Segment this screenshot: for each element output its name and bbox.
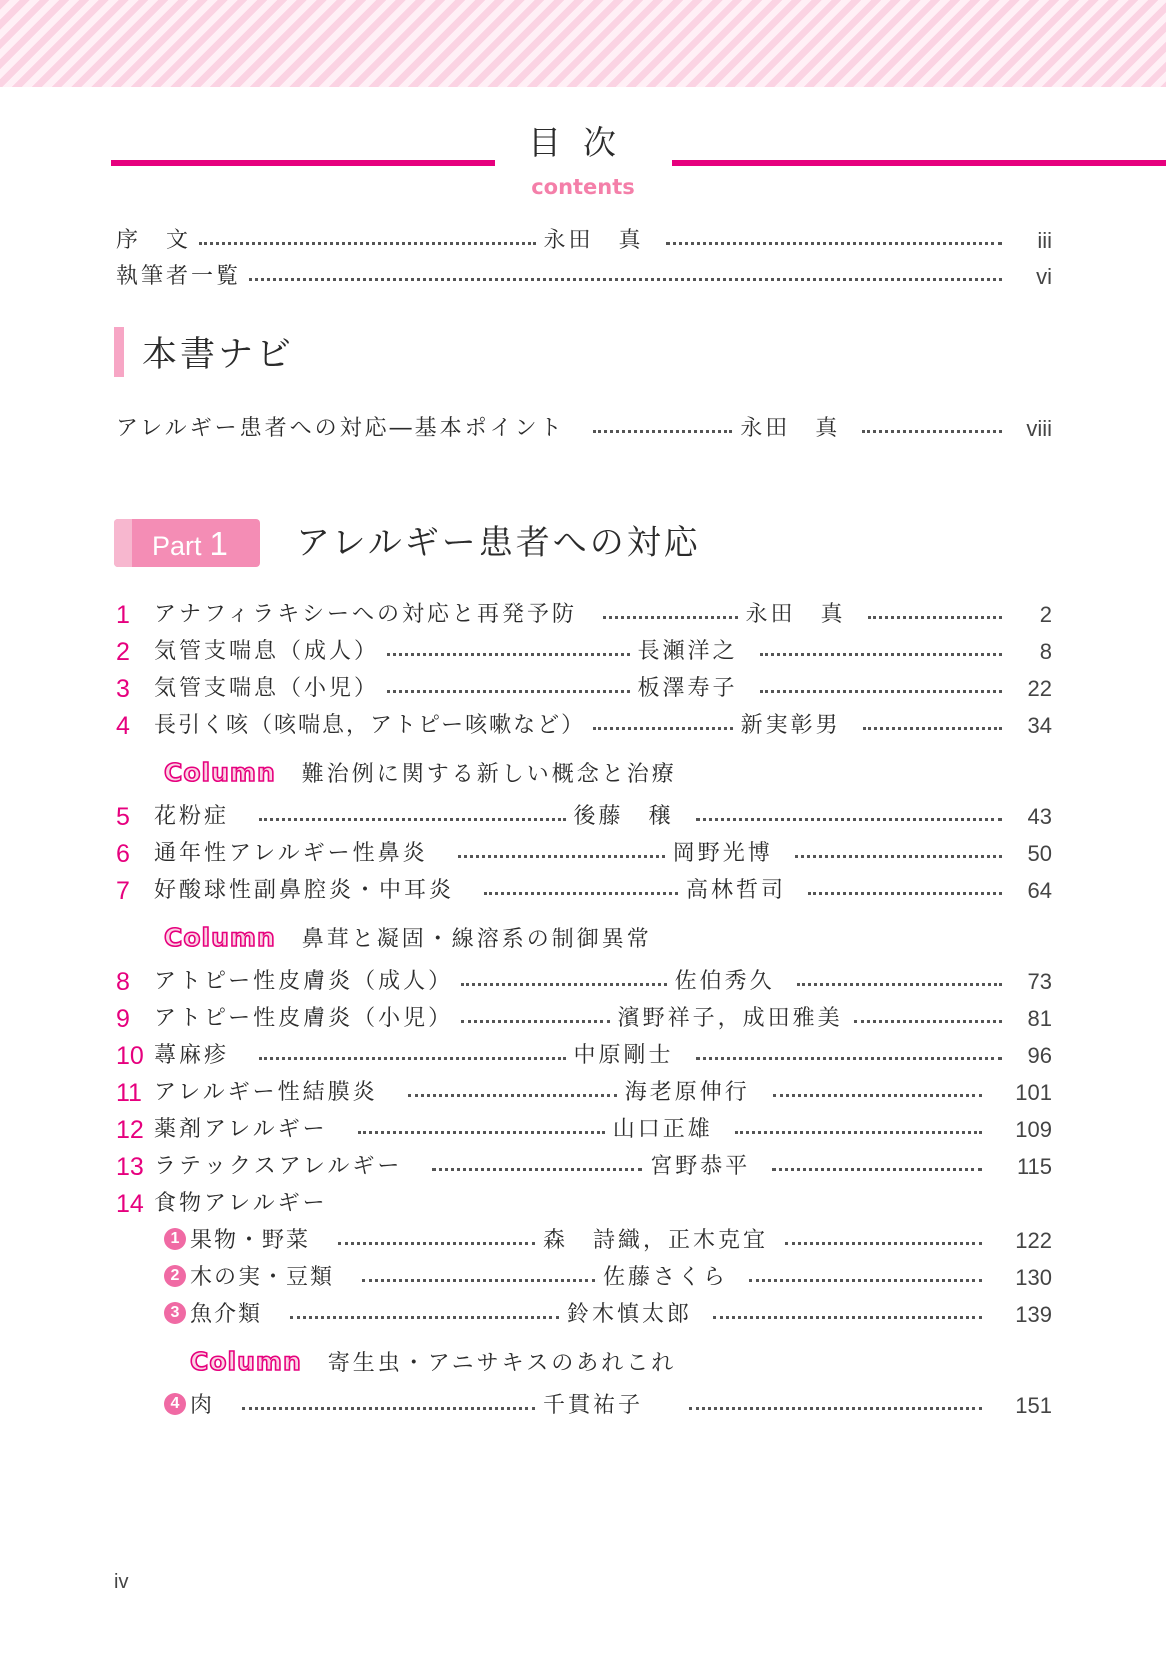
sub-number-badge: 4 (164, 1393, 186, 1415)
entry-page: vi (1036, 264, 1052, 289)
entry-page: 139 (1015, 1302, 1053, 1327)
entry-author: 森 詩織，正木克宜 (543, 1228, 769, 1253)
entry-title: 気管支喘息（小児） (154, 676, 380, 701)
leader-dots (863, 727, 1002, 730)
entry-title: 1 果物・野菜 (164, 1226, 310, 1256)
toc-entry[interactable] (116, 1078, 1052, 1108)
entry-page: 8 (1039, 639, 1053, 664)
leader-dots (249, 278, 1002, 281)
guide-heading-label: 本書ナビ (142, 335, 295, 375)
chapter-number: 9 (116, 1005, 130, 1033)
chapter-number: 6 (116, 840, 130, 868)
leader-dots (387, 690, 630, 693)
part-badge (114, 519, 260, 567)
entry-author: 永田 真 (543, 228, 644, 253)
leader-dots (290, 1316, 559, 1319)
entry-author: 永田 真 (745, 602, 846, 627)
leader-dots (603, 616, 737, 619)
column-entry[interactable] (164, 920, 652, 954)
entry-author: 新実彰男 (740, 713, 841, 738)
toc-entry[interactable] (116, 711, 1052, 741)
leader-dots (358, 1131, 605, 1134)
leader-dots (862, 430, 1002, 433)
chapter-number: 13 (116, 1153, 144, 1181)
entry-author: 宮野恭平 (650, 1154, 751, 1179)
toc-entry-guide[interactable] (116, 414, 1052, 444)
leader-dots (338, 1242, 535, 1245)
entry-page: 122 (1015, 1228, 1053, 1253)
entry-author: 長瀬洋之 (637, 639, 738, 664)
part-title: アレルギー患者への対応 (296, 523, 701, 563)
entry-author: 佐藤さくら (603, 1265, 729, 1290)
part-number: 1 (209, 525, 228, 562)
leader-dots (689, 1407, 982, 1410)
leader-dots (593, 430, 733, 433)
entry-page: 73 (1027, 969, 1052, 994)
entry-author: 濱野祥子，成田雅美 (617, 1006, 843, 1031)
column-label: Column (164, 922, 276, 952)
entry-page: 101 (1015, 1080, 1053, 1105)
entry-title: 4 肉 (164, 1391, 214, 1421)
entry-title: 気管支喘息（成人） (154, 639, 380, 664)
chapter-number: 11 (116, 1079, 142, 1107)
entry-author: 永田 真 (740, 416, 841, 441)
leader-dots (461, 1020, 609, 1023)
leader-dots (408, 1094, 617, 1097)
toc-subentry[interactable] (164, 1391, 1052, 1421)
entry-author: 佐伯秀久 (674, 969, 775, 994)
leader-dots (868, 616, 1002, 619)
toc-entry[interactable] (116, 1041, 1052, 1071)
leader-dots (259, 1057, 566, 1060)
chapter-number: 5 (116, 803, 130, 831)
entry-page: 130 (1015, 1265, 1053, 1290)
entry-page: 115 (1016, 1154, 1053, 1179)
entry-page: 151 (1015, 1393, 1053, 1418)
entry-author: 中原剛士 (573, 1043, 674, 1068)
entry-title: アトピー性皮膚炎（成人） (154, 969, 454, 994)
column-entry[interactable] (190, 1344, 676, 1378)
chapter-number: 8 (116, 968, 130, 996)
leader-dots (387, 653, 630, 656)
title-rule-right (672, 160, 1166, 166)
entry-author: 山口正雄 (612, 1117, 713, 1142)
sub-number-badge: 3 (164, 1302, 186, 1324)
leader-dots (713, 1316, 982, 1319)
page-subtitle: contents (531, 175, 635, 199)
toc-entry[interactable] (116, 1152, 1052, 1182)
entry-title: 3 魚介類 (164, 1300, 262, 1330)
toc-subentry[interactable] (164, 1300, 1052, 1330)
leader-dots (749, 1279, 982, 1282)
entry-title: 通年性アレルギー性鼻炎 (154, 841, 428, 866)
column-title: 難治例に関する新しい概念と治療 (301, 761, 677, 787)
leader-dots (199, 242, 536, 245)
sub-number-badge: 2 (164, 1265, 186, 1287)
column-title: 寄生虫・アニサキスのあれこれ (327, 1350, 677, 1376)
leader-dots (808, 892, 1002, 895)
entry-page: viii (1026, 416, 1053, 441)
leader-dots (773, 1094, 982, 1097)
toc-entry[interactable] (116, 967, 1052, 997)
toc-entry[interactable] (116, 674, 1052, 704)
entry-title: 花粉症 (154, 804, 230, 829)
entry-page: 43 (1027, 804, 1053, 829)
toc-entry[interactable] (116, 1004, 1052, 1034)
entry-title: 蕁麻疹 (154, 1043, 230, 1068)
column-entry[interactable] (164, 755, 677, 789)
chapter-number: 7 (116, 877, 130, 905)
toc-entry[interactable] (116, 876, 1052, 906)
entry-title: 2 木の実・豆類 (164, 1263, 334, 1293)
entry-title: 好酸球性副鼻腔炎・中耳炎 (154, 878, 455, 903)
entry-author: 岡野光博 (672, 841, 773, 866)
entry-title: アナフィラキシーへの対応と再発予防 (154, 602, 578, 627)
leader-dots (797, 983, 1002, 986)
toc-entry-preface[interactable] (116, 226, 1052, 256)
entry-author: 高林哲司 (686, 878, 787, 903)
header-stripe-band (0, 0, 1166, 87)
entry-author: 鈴木慎太郎 (567, 1302, 693, 1327)
leader-dots (785, 1242, 982, 1245)
leader-dots (593, 727, 732, 730)
part-badge-label: Part 1 (152, 525, 228, 562)
leader-dots (362, 1279, 595, 1282)
chapter-number: 3 (116, 675, 130, 703)
toc-entry[interactable] (116, 1189, 1052, 1219)
toc-entry-contributors[interactable] (116, 262, 1052, 292)
entry-page: 96 (1027, 1043, 1053, 1068)
page-title: 目次 (528, 123, 638, 162)
entry-page: 34 (1027, 713, 1052, 738)
leader-dots (461, 983, 666, 986)
entry-title: 長引く咳（咳喘息，アトピー咳嗽など） (154, 713, 586, 738)
entry-title: 食物アレルギー (154, 1191, 328, 1216)
toc-entry[interactable] (116, 1115, 1052, 1145)
entry-title: 序 文 (116, 228, 192, 253)
leader-dots (772, 1168, 982, 1171)
leader-dots (854, 1020, 1002, 1023)
leader-dots (484, 892, 678, 895)
entry-author: 後藤 穣 (573, 804, 674, 829)
entry-title: アトピー性皮膚炎（小児） (154, 1006, 454, 1031)
column-title: 鼻茸と凝固・線溶系の制御異常 (301, 926, 652, 952)
leader-dots (795, 855, 1002, 858)
title-rule-left (111, 160, 495, 166)
leader-dots (735, 1131, 982, 1134)
entry-page: 81 (1027, 1006, 1052, 1031)
entry-page: 22 (1027, 676, 1053, 701)
leader-dots (458, 855, 665, 858)
chapter-number: 2 (116, 638, 130, 666)
entry-page: iii (1037, 228, 1053, 253)
guide-heading (114, 327, 294, 377)
toc-entry[interactable] (116, 802, 1052, 832)
leader-dots (696, 818, 1003, 821)
chapter-number: 12 (116, 1116, 144, 1144)
entry-page: 50 (1027, 841, 1053, 866)
leader-dots (696, 1057, 1003, 1060)
guide-heading-bar (114, 327, 124, 377)
column-label: Column (164, 757, 276, 787)
leader-dots (242, 1407, 535, 1410)
entry-title: アレルギー患者への対応―基本ポイント (116, 416, 565, 441)
part-badge-shade (114, 519, 132, 567)
entry-author: 海老原伸行 (624, 1080, 750, 1105)
entry-author: 千貫祐子 (543, 1393, 644, 1418)
chapter-number: 1 (116, 601, 130, 629)
toc-entry[interactable] (116, 600, 1052, 630)
leader-dots (666, 242, 1003, 245)
toc-entry[interactable] (116, 839, 1052, 869)
toc-subentry[interactable] (164, 1226, 1052, 1256)
entry-page: 109 (1015, 1117, 1053, 1142)
entry-title: 執筆者一覧 (116, 264, 242, 289)
leader-dots (432, 1168, 642, 1171)
page-folio: iv (114, 1571, 129, 1593)
entry-title: アレルギー性結膜炎 (154, 1080, 378, 1105)
toc-subentry[interactable] (164, 1263, 1052, 1293)
sub-number-badge: 1 (164, 1228, 186, 1250)
entry-author: 板澤寿子 (637, 676, 738, 701)
entry-title: 薬剤アレルギー (154, 1117, 328, 1142)
entry-title: ラテックスアレルギー (154, 1154, 403, 1179)
entry-page: 2 (1039, 602, 1052, 627)
leader-dots (760, 690, 1003, 693)
chapter-number: 14 (116, 1190, 144, 1218)
toc-entry[interactable] (116, 637, 1052, 667)
column-label: Column (190, 1346, 302, 1376)
leader-dots (259, 818, 566, 821)
entry-page: 64 (1027, 878, 1053, 903)
chapter-number: 4 (116, 712, 130, 740)
leader-dots (760, 653, 1003, 656)
chapter-number: 10 (116, 1042, 144, 1070)
